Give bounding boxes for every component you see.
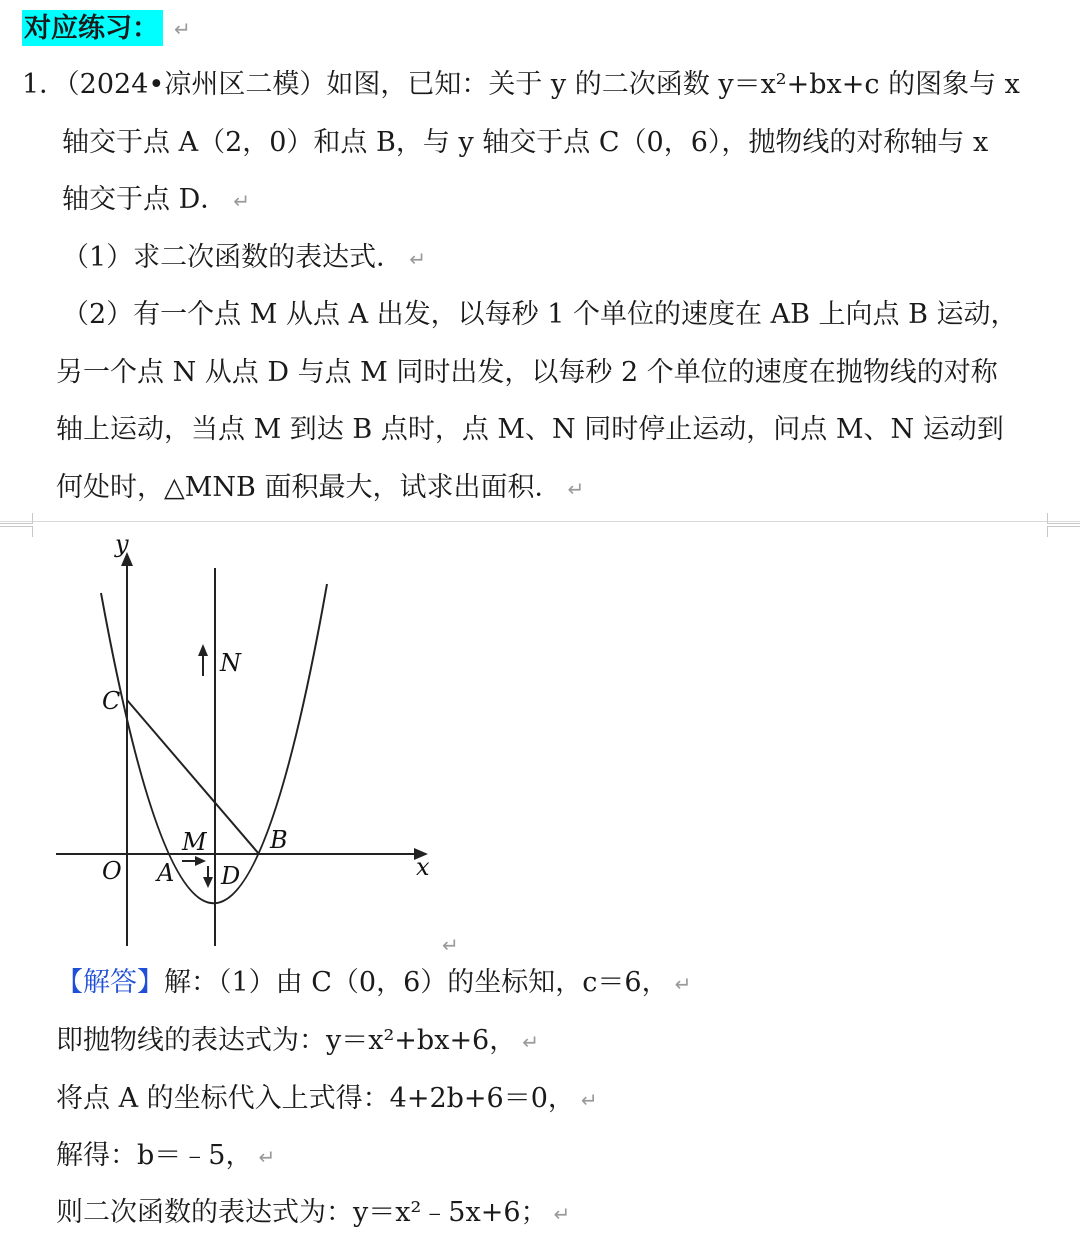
label-b: B [270,826,288,854]
question-2-line-3: 轴上运动，当点 M 到达 B 点时，点 M、N 同时停止运动，问点 M、N 运动到 [56,414,1004,445]
answer-line-3: 将点 A 的坐标代入上式得：4+2b+6＝0， ↵ [56,1083,598,1114]
label-m: M [182,828,207,856]
page-corner-mark [0,526,33,537]
label-a: A [157,859,175,887]
question-2-line-1: （2）有一个点 M 从点 A 出发，以每秒 1 个单位的速度在 AB 上向点 B 运动， [62,299,1018,330]
answer-line-5: 则二次函数的表达式为：y＝x²﹣5x+6； ↵ [56,1197,571,1228]
page-corner-mark [0,513,33,524]
label-d: D [221,862,241,890]
answer-tag: 【解答】 [56,967,164,998]
problem-line-1: 1．（2024•凉州区二模）如图，已知：关于 y 的二次函数 y＝x²+bx+c 的图象与 x [22,69,1020,100]
label-x: x [416,853,430,881]
problem-line-2: 轴交于点 A（2，0）和点 B，与 y 轴交于点 C（0，6），抛物线的对称轴与 x [62,127,989,158]
question-2-line-4: 何处时，△MNB 面积最大，试求出面积． ↵ [56,472,585,503]
question-2-line-2: 另一个点 N 从点 D 与点 M 同时出发，以每秒 2 个单位的速度在抛物线的对称 [56,357,998,388]
label-o: O [102,857,122,885]
paragraph-mark: ↵ [442,933,459,957]
question-1: （1）求二次函数的表达式． ↵ [62,242,426,273]
label-c: C [102,687,121,715]
page-corner-mark [1047,526,1080,537]
d-arrow-head [203,877,213,888]
answer-line-4: 解得：b＝﹣5， ↵ [56,1140,276,1171]
problem-line-3: 轴交于点 D． ↵ [62,184,250,215]
parabola-figure [40,532,460,952]
answer-line-1: 【解答】解：（1）由 C（0，6）的坐标知，c＝6， ↵ [56,967,692,998]
paragraph-mark: ↵ [174,17,191,41]
label-y: y [115,532,129,558]
section-heading: 对应练习： [22,10,163,46]
m-arrow-head [195,856,206,866]
label-n: N [220,649,241,677]
page-corner-mark [1047,513,1080,524]
n-arrow-head [198,644,208,656]
answer-line-2: 即抛物线的表达式为：y＝x²+bx+6， ↵ [56,1025,540,1056]
page-break-line [0,521,1080,522]
